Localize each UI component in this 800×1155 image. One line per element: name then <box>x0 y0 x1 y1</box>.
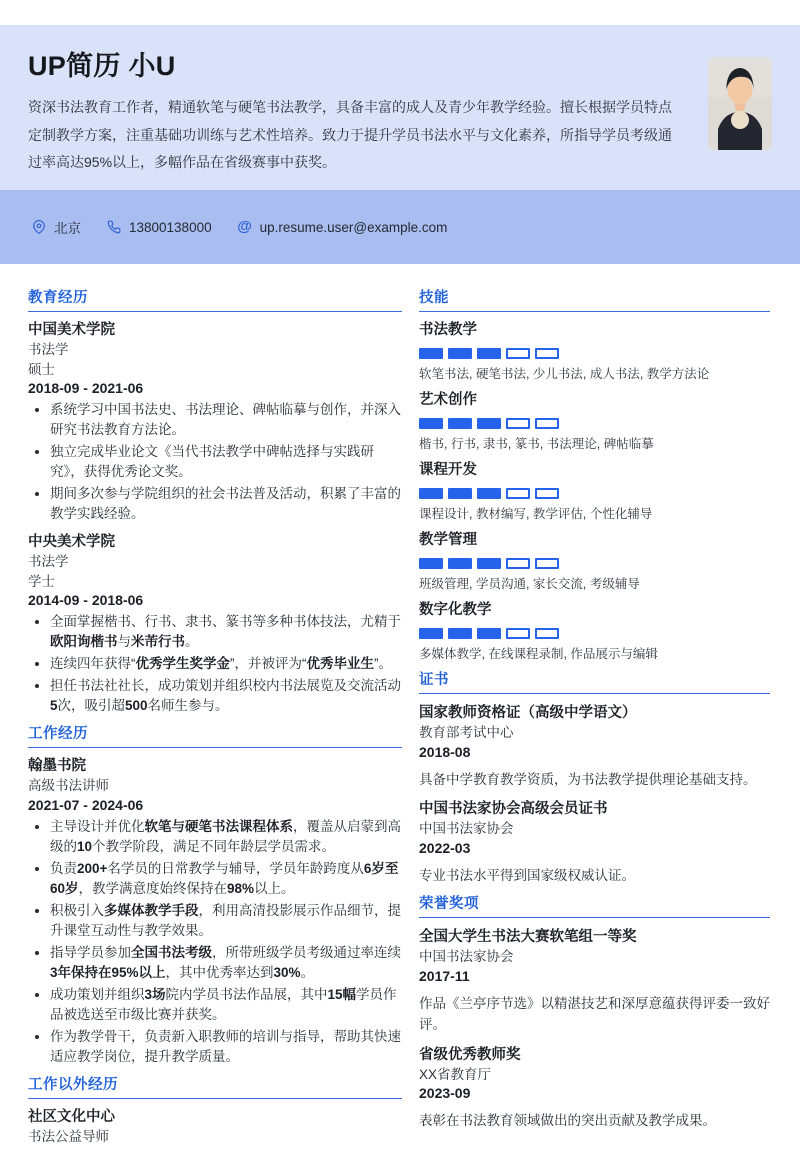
bullet-bold-text: 15幅 <box>327 986 357 1002</box>
contact-email-text: up.resume.user@example.com <box>259 219 448 235</box>
certificate-name: 国家教师资格证（高级中学语文） <box>419 705 637 721</box>
skill-name: 书法教学 <box>419 322 477 338</box>
bullet-text: ，覆盖从启蒙到高级的 <box>50 818 401 854</box>
degree: 硕士 <box>28 361 55 377</box>
left-column <box>28 290 402 1146</box>
bullet-text: 个教学阶段，满足不同年龄层学员需求。 <box>92 838 336 854</box>
contact-bar <box>0 190 800 264</box>
certificate-name: 中国书法家协会高级会员证书 <box>419 801 608 817</box>
job-title: 高级书法讲师 <box>28 778 109 793</box>
bullet-text: 担任书法社社长，成功策划并组织校内书法展览及交流活动 <box>50 678 401 693</box>
rating-segment-empty <box>535 348 559 359</box>
bullet-text: 以上。 <box>254 880 295 896</box>
honor-description: 作品《兰亭序节选》以精湛技艺和深厚意蕴获得评委一致好评。 <box>419 995 770 1032</box>
rating-segment-filled <box>448 348 472 359</box>
skill-keywords: 课程设计, 教材编写, 教学评估, 个性化辅导 <box>419 507 653 521</box>
profile-photo <box>708 57 772 150</box>
bullet-text: 主导设计并优化 <box>50 818 145 834</box>
bullet-text: 与 <box>117 634 131 649</box>
honor-description: 表彰在书法教育领域做出的突出贡献及教学成果。 <box>419 1113 716 1128</box>
period: 2021-07 - 2024-06 <box>28 796 144 813</box>
skill-rating <box>419 418 770 429</box>
bullet-bold-text: 500 <box>125 698 148 713</box>
bullet-text: 负责 <box>50 860 77 876</box>
honor-name: 省级优秀教师奖 <box>419 1046 521 1063</box>
bullet-list <box>28 400 402 524</box>
bullet-text: ，教学满意度始终保持在 <box>78 880 228 896</box>
bullet-bold-text: 米芾行书 <box>131 634 185 649</box>
summary-paragraph: 资深书法教育工作者，精通软笔与硬笔书法教学，具备丰富的成人及青少年教学经验。擅长根据学员特点定制教学方案，注重基础功训练与艺术性培养。致力于提升学员书法水平与文化素养，所指导学员考级通过率高达95%以上，多幅作品在省级赛事中获奖。 <box>28 99 672 170</box>
bullet-bold-text: 欧阳询楷书 <box>50 634 118 649</box>
skills-section <box>419 290 770 662</box>
bullet-item <box>50 859 402 899</box>
bullet-text: 。 <box>185 634 199 649</box>
at-sign-icon: @ <box>237 218 252 235</box>
bullet-bold-text: 6岁至60岁 <box>50 860 399 896</box>
bullet-list <box>28 612 402 716</box>
certificate-issuer: 教育部考试中心 <box>419 725 514 740</box>
rating-segment-empty <box>506 628 530 639</box>
honor-date: 2017-11 <box>419 967 470 984</box>
skill-name: 数字化教学 <box>419 602 492 618</box>
bullet-bold-text: 3年保持在95%以上 <box>50 964 166 980</box>
bullet-text: 院内学员书法作品展，其中 <box>165 986 328 1002</box>
bullet-bold-text: 优秀学生奖学金 <box>135 656 230 671</box>
rating-segment-filled <box>419 348 443 359</box>
bullet-list <box>28 817 402 1067</box>
bullet-bold-text: 优秀毕业生 <box>306 656 374 671</box>
bullet-item <box>50 943 402 983</box>
bullet-text: 全面掌握楷书、行书、隶书、篆书等多种书体技法，尤精于 <box>50 614 401 629</box>
education-entry <box>28 321 402 524</box>
honor-name: 全国大学生书法大赛软笔组一等奖 <box>419 929 637 945</box>
bullet-bold-text: 10 <box>77 838 93 854</box>
rating-segment-empty <box>506 418 530 429</box>
period: 2018-09 - 2021-06 <box>28 380 144 396</box>
bullet-item <box>50 985 402 1025</box>
school-name: 中国美术学院 <box>28 322 115 338</box>
rating-segment-empty <box>535 488 559 499</box>
rating-segment-empty <box>506 558 530 569</box>
bullet-item <box>50 1027 402 1067</box>
certificates-section <box>419 672 770 886</box>
bullet-text: ，其中优秀率达到 <box>165 964 274 980</box>
bullet-item <box>50 654 402 674</box>
bullet-text: 独立完成毕业论文《当代书法教学中碑帖选择与实践研究》，获得优秀论文奖。 <box>50 444 374 479</box>
period: 2014-09 - 2018-06 <box>28 592 144 608</box>
bullet-text: ，所带班级学员考级通过率连续 <box>212 944 401 960</box>
rating-segment-empty <box>506 488 530 499</box>
bullet-text: 作为教学骨干，负责新入职教师的培训与指导，帮助其快速适应教学岗位，提升教学质量。 <box>50 1028 401 1064</box>
organization-name: 社区文化中心 <box>28 1108 115 1125</box>
skill-rating <box>419 628 770 639</box>
education-section <box>28 290 402 716</box>
certificate-item <box>419 799 770 886</box>
bullet-text: 系统学习中国书法史、书法理论、碑帖临摹与创作，并深入研究书法教育方法论。 <box>50 402 401 437</box>
certificate-date: 2022-03 <box>419 839 471 856</box>
rating-segment-filled <box>448 418 472 429</box>
major: 书法学 <box>28 554 69 569</box>
rating-segment-filled <box>477 488 501 499</box>
skill-item <box>419 531 770 592</box>
bullet-text: 次，吸引超 <box>57 698 126 713</box>
rating-segment-empty <box>535 558 559 569</box>
skill-keywords: 软笔书法, 硬笔书法, 少儿书法, 成人书法, 教学方法论 <box>419 367 710 381</box>
header-text-block <box>28 48 686 177</box>
bullet-bold-text: 30% <box>273 964 301 980</box>
certificate-date: 2018-08 <box>419 743 471 760</box>
honor-issuer: 中国书法家协会 <box>419 949 514 964</box>
work-heading: 工作经历 <box>28 726 402 748</box>
bullet-text: ，利用高清投影展示作品细节，提升课堂互动性与教学效果。 <box>50 902 401 938</box>
bullet-text: 名师生参与。 <box>147 698 229 713</box>
honors-heading: 荣誉奖项 <box>419 896 770 918</box>
resume-title: UP简历 小U <box>28 51 176 81</box>
other-experience-heading: 工作以外经历 <box>28 1077 402 1099</box>
certificate-issuer: 中国书法家协会 <box>419 821 514 836</box>
education-heading: 教育经历 <box>28 290 402 312</box>
phone-icon <box>106 219 122 235</box>
bullet-item <box>50 442 402 482</box>
contact-phone <box>106 219 212 235</box>
rating-segment-filled <box>448 628 472 639</box>
other-experience-entry <box>28 1108 402 1147</box>
bullet-item <box>50 676 402 716</box>
bullet-text: 成功策划并组织 <box>50 986 145 1002</box>
rating-segment-empty <box>535 628 559 639</box>
contact-location <box>31 217 81 237</box>
major: 书法学 <box>28 342 69 357</box>
rating-segment-filled <box>448 558 472 569</box>
role-title: 书法公益导师 <box>28 1128 109 1144</box>
skill-name: 课程开发 <box>419 462 477 478</box>
work-entry <box>28 757 402 1067</box>
resume-header <box>0 25 800 190</box>
degree: 学士 <box>28 573 55 589</box>
skill-keywords: 楷书, 行书, 隶书, 篆书, 书法理论, 碑帖临摹 <box>419 437 654 451</box>
rating-segment-empty <box>506 348 530 359</box>
bullet-bold-text: 3场 <box>144 986 166 1002</box>
rating-segment-filled <box>419 558 443 569</box>
rating-segment-filled <box>477 628 501 639</box>
skill-item <box>419 391 770 452</box>
rating-segment-filled <box>477 558 501 569</box>
skill-name: 艺术创作 <box>419 392 477 408</box>
bullet-bold-text: 5 <box>50 698 58 713</box>
skill-item <box>419 601 770 662</box>
rating-segment-filled <box>448 488 472 499</box>
certificate-description: 专业书法水平得到国家级权威认证。 <box>419 867 635 883</box>
bullet-text: 指导学员参加 <box>50 944 131 960</box>
contact-email <box>237 219 448 235</box>
rating-segment-filled <box>419 628 443 639</box>
skill-item <box>419 321 770 382</box>
work-section <box>28 726 402 1067</box>
bullet-text: 学员作品被选送至市级比赛并获奖。 <box>50 986 397 1022</box>
other-experience-section <box>28 1077 402 1147</box>
bullet-text: 名学员的日常教学与辅导，学员年龄跨度从 <box>107 860 364 876</box>
bullet-text: 。 <box>300 964 315 980</box>
bullet-text: 期间多次参与学院组织的社会书法普及活动，积累了丰富的教学实践经验。 <box>50 486 401 521</box>
bullet-item <box>50 400 402 440</box>
skill-name: 教学管理 <box>419 532 477 548</box>
bullet-text: 连续四年获得“ <box>50 656 136 671</box>
skill-rating <box>419 558 770 569</box>
bullet-item <box>50 901 402 941</box>
bullet-item <box>50 817 402 857</box>
education-entry <box>28 533 402 716</box>
bullet-bold-text: 软笔与硬笔书法课程体系 <box>144 818 293 834</box>
bullet-bold-text: 98% <box>227 880 255 896</box>
skill-keywords: 多媒体教学, 在线课程录制, 作品展示与编辑 <box>419 647 658 661</box>
skill-rating <box>419 488 770 499</box>
right-column <box>419 290 770 1146</box>
honor-date: 2023-09 <box>419 1085 471 1101</box>
honor-item <box>419 927 770 1036</box>
bullet-text: 积极引入 <box>50 902 104 918</box>
resume-body <box>0 264 800 1146</box>
bullet-text: ”。 <box>374 656 392 671</box>
company-name: 翰墨书院 <box>28 758 86 774</box>
bullet-bold-text: 多媒体教学手段 <box>104 902 199 918</box>
rating-segment-filled <box>477 418 501 429</box>
rating-segment-filled <box>419 488 443 499</box>
certificate-item <box>419 703 770 790</box>
skill-keywords: 班级管理, 学员沟通, 家长交流, 考级辅导 <box>419 577 640 591</box>
skill-rating <box>419 348 770 359</box>
rating-segment-empty <box>535 418 559 429</box>
bullet-text: ”，并被评为“ <box>230 656 307 671</box>
bullet-bold-text: 200+ <box>77 860 108 876</box>
skill-item <box>419 461 770 522</box>
certificate-description: 具备中学教育教学资质，为书法教学提供理论基础支持。 <box>419 771 757 787</box>
profile-photo-illustration <box>708 57 772 150</box>
certificates-heading: 证书 <box>419 672 770 694</box>
contact-phone-text: 13800138000 <box>129 219 212 235</box>
honors-section <box>419 896 770 1132</box>
school-name: 中央美术学院 <box>28 534 115 550</box>
rating-segment-filled <box>419 418 443 429</box>
bullet-item <box>50 484 402 524</box>
rating-segment-filled <box>477 348 501 359</box>
contact-location-text: 北京 <box>54 221 81 236</box>
bullet-bold-text: 全国书法考级 <box>131 944 212 960</box>
skills-heading: 技能 <box>419 290 770 312</box>
honor-item <box>419 1045 770 1132</box>
honor-issuer: XX省教育厅 <box>419 1066 492 1082</box>
bullet-item <box>50 612 402 652</box>
location-pin-icon <box>31 219 47 235</box>
